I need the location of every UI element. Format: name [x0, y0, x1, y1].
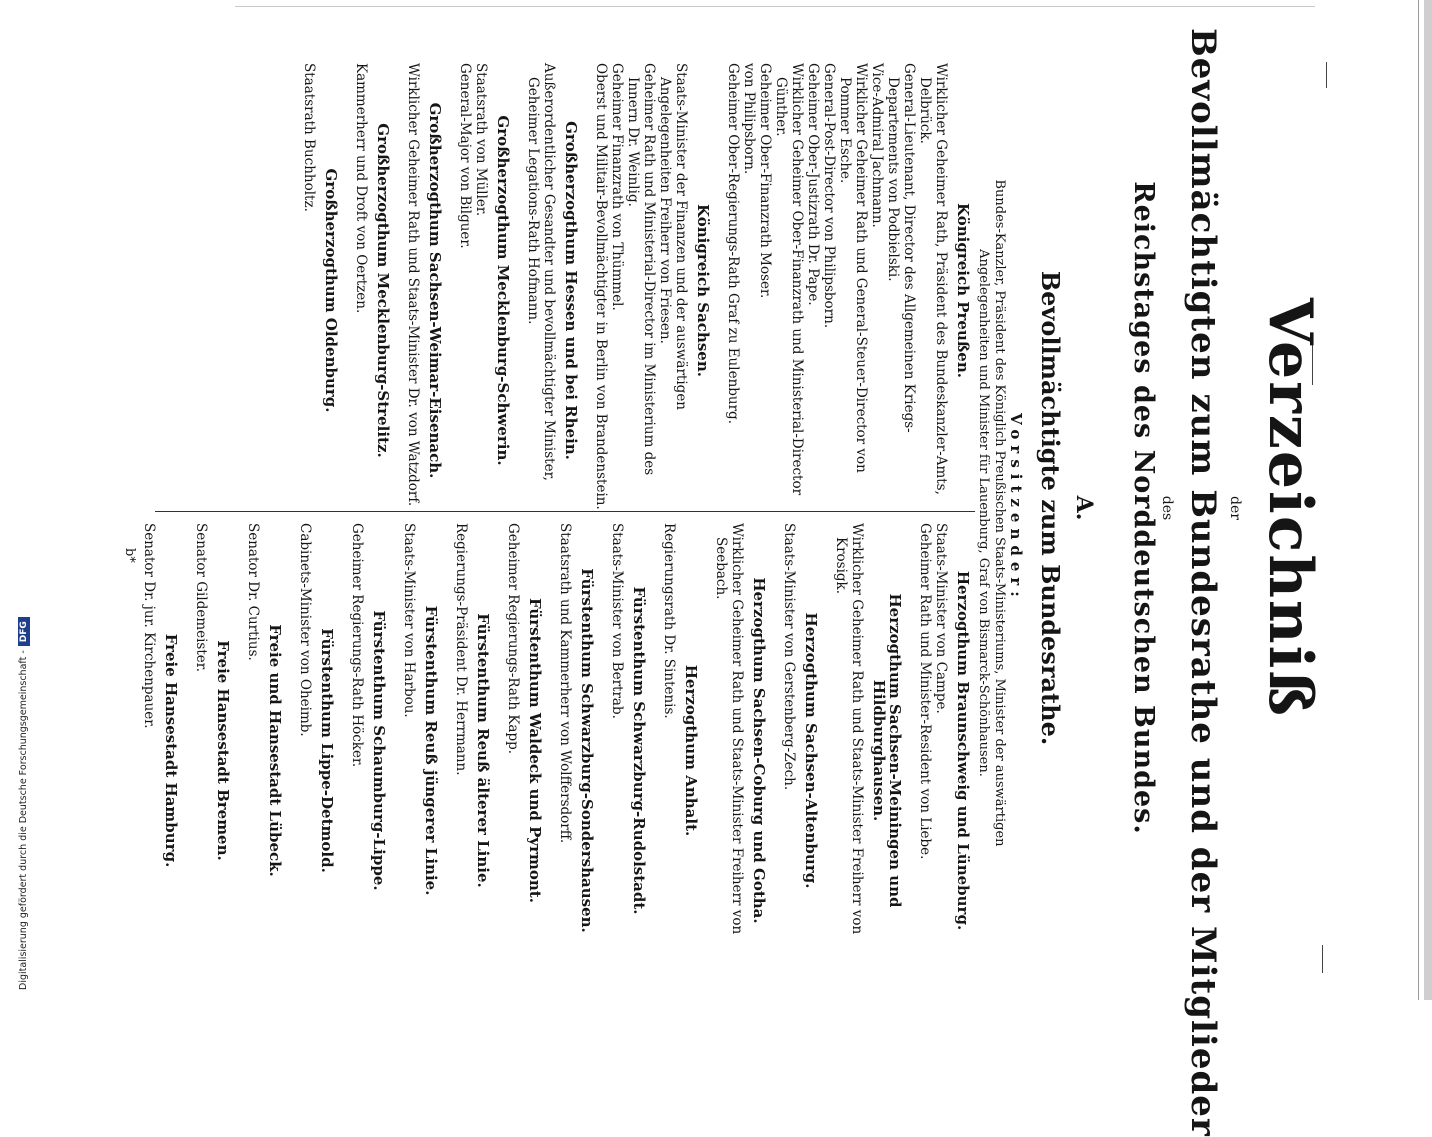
column-divider [155, 511, 975, 512]
state-heading: Fürstenthum Schaumburg-Lippe. [370, 610, 388, 891]
delegate-entry: Staatsrath Buchholtz. [301, 63, 317, 212]
delegate-entry: General-Lieutenant, Director des Allgemeinen Kriegs-Departements von Podbielski. [885, 63, 917, 433]
title-der: der [1227, 496, 1243, 520]
scan-edge [1424, 0, 1432, 1000]
state-heading: Fürstenthum Schwarzburg-Sondershausen. [578, 568, 596, 933]
section-letter: A. [1071, 495, 1097, 521]
state-heading: Großherzogthum Hessen und bei Rhein. [562, 121, 580, 460]
state-heading: Königreich Sachsen. [694, 204, 712, 377]
delegate-entry: Cabinets-Minister von Oheimb. [297, 523, 313, 737]
delegate-entry: Wirklicher Geheimer Rath, Präsident des Bundeskanzler-Amts, Delbrück. [917, 63, 949, 495]
vorsitzender-label: Vorsitzender: [1007, 413, 1025, 603]
state-heading: Freie und Hansestadt Lübeck. [266, 624, 284, 877]
document-subtitle: Reichstages des Norddeutschen Bundes. [1128, 181, 1159, 835]
delegate-entry: Senator Dr. Curtius. [245, 523, 261, 661]
left-column [301, 63, 975, 518]
delegate-entry: Staats-Minister von Gerstenberg-Zech. [781, 523, 797, 791]
vorsitzender-text: Bundes-Kanzler, Präsident des Königlich Preußischen Staats-Ministeriums, Minister der auswärtigen Angelegenheiten und Minister für Lauenburg, Graf von Bismarck-Schönhausen. [976, 179, 1007, 847]
scan-top-line [235, 6, 1315, 7]
delegate-entry: von Philipsborn. [741, 63, 757, 175]
delegate-entry: Vice-Admiral Jachmann. [869, 63, 885, 228]
delegate-entry: Geheimer Ober-Regierungs-Rath Graf zu Eulenburg. [725, 63, 741, 424]
digitization-footer [18, 617, 30, 990]
delegate-entry: Senator Gildemeister. [193, 523, 209, 673]
delegate-entry: Geheimer Regierungs-Rath Kapp. [505, 523, 521, 755]
delegate-entry: Regierungs-Präsident Dr. Herrmann. [453, 523, 469, 776]
delegate-entry: Wirklicher Geheimer Rath und Staats-Minister Freiherr von Krosigk. [833, 523, 865, 935]
state-heading: Herzogthum Braunschweig und Lüneburg. [954, 570, 972, 931]
delegate-entry: Staatsrath von Müller. [473, 63, 489, 217]
section-title: Bevollmächtigte zum Bundesrathe. [1036, 270, 1065, 746]
footer-text: Digitalisierung gefördert durch die Deutsche Forschungsgemeinschaft - [18, 650, 29, 990]
delegate-entry: Staatsrath und Kammerherr von Wolffersdorff. [557, 523, 573, 844]
document-title: Verzeichniß [1255, 297, 1325, 719]
state-heading: Großherzogthum Sachsen-Weimar-Eisenach. [426, 102, 444, 479]
delegate-entry: Staats-Minister von Campe. [933, 523, 949, 714]
state-heading: Herzogthum Sachsen-Coburg und Gotha. [750, 577, 768, 924]
delegate-entry: Staats-Minister von Harbou. [401, 523, 417, 718]
delegate-entry: Oberst und Militair-Bevollmächtigter in Berlin von Brandenstein. [593, 63, 609, 510]
delegate-entry: Kammerherr und Droft von Oertzen. [353, 63, 369, 314]
signature-mark: b* [122, 548, 137, 563]
state-heading: Fürstenthum Schwarzburg-Rudolstadt. [630, 586, 648, 915]
delegate-entry: Wirklicher Geheimer Rath und Staats-Minister Freiherr von Seebach. [713, 523, 745, 935]
state-heading: Fürstenthum Lippe-Detmold. [318, 628, 336, 873]
delegate-entry: Geheimer Regierungs-Rath Höcker. [349, 523, 365, 768]
scan-tick [1326, 62, 1327, 88]
delegate-entry: Geheimer Rath und Minister-Resident von Liebe. [917, 523, 933, 860]
delegate-entry: Wirklicher Geheimer Rath und General-Steuer-Director von Pommer Esche. [837, 63, 869, 473]
state-heading: Herzogthum Sachsen-Altenburg. [802, 612, 820, 889]
right-column [141, 523, 975, 978]
delegate-entry: Senator Dr. jur. Kirchenpauer. [141, 523, 157, 729]
document-page [100, 28, 1325, 1137]
state-heading: Fürstenthum Reuß jüngerer Linie. [422, 605, 440, 896]
state-heading: Freie Hansestadt Hamburg. [162, 633, 180, 868]
state-heading: Herzogthum Sachsen-Meiningen und Hildburghausen. [870, 593, 904, 908]
state-heading: Freie Hansestadt Bremen. [214, 640, 232, 861]
delegate-entry: Staats-Minister der Finanzen und der auswärtigen Angelegenheiten Freiherr von Friesen. [657, 63, 689, 411]
state-heading: Fürstenthum Reuß älterer Linie. [474, 613, 492, 888]
dfg-logo: DFG [18, 617, 30, 646]
delegate-entry: Geheimer Ober-Justizrath Dr. Pape. [805, 63, 821, 306]
document-main-title: Bevollmächtigten zum Bundesrathe und der Mitglieder [1183, 28, 1223, 1137]
delegate-entry: General-Post-Director von Philipsborn. [821, 63, 837, 329]
title-des: des [1159, 495, 1175, 521]
delegate-entry: Staats-Minister von Bertrab. [609, 523, 625, 719]
delegate-entry: Geheimer Rath und Ministerial-Director im Ministerium des Innern Dr. Weinlig. [625, 63, 657, 476]
delegate-entry: Geheimer Ober-Finanzrath Moser. [757, 63, 773, 299]
delegate-entry: Geheimer Finanzrath von Thümmel. [609, 63, 625, 311]
state-heading: Königreich Preußen. [954, 203, 972, 378]
state-heading: Großherzogthum Mecklenburg-Strelitz. [374, 123, 392, 458]
delegate-entry: General-Major von Bilguer. [457, 63, 473, 249]
state-heading: Herzogthum Anhalt. [682, 664, 700, 837]
delegate-entry: Wirklicher Geheimer Ober-Finanzrath und Ministerial-Director Günther. [773, 63, 805, 496]
delegate-entry: Außerordentlicher Gesandter und bevollmächtigter Minister, Geheimer Legations-Rath Hofmann. [525, 63, 557, 481]
delegate-entry: Wirklicher Geheimer Rath und Staats-Minister Dr. von Watzdorf. [405, 63, 421, 507]
scan-edge-line [1418, 0, 1419, 1000]
delegate-entry: Regierungsrath Dr. Sintenis. [661, 523, 677, 719]
state-heading: Großherzogthum Oldenburg. [322, 168, 340, 413]
state-heading: Fürstenthum Waldeck und Pyrmont. [526, 598, 544, 903]
state-heading: Großherzogthum Mecklenburg-Schwerin. [494, 115, 512, 466]
